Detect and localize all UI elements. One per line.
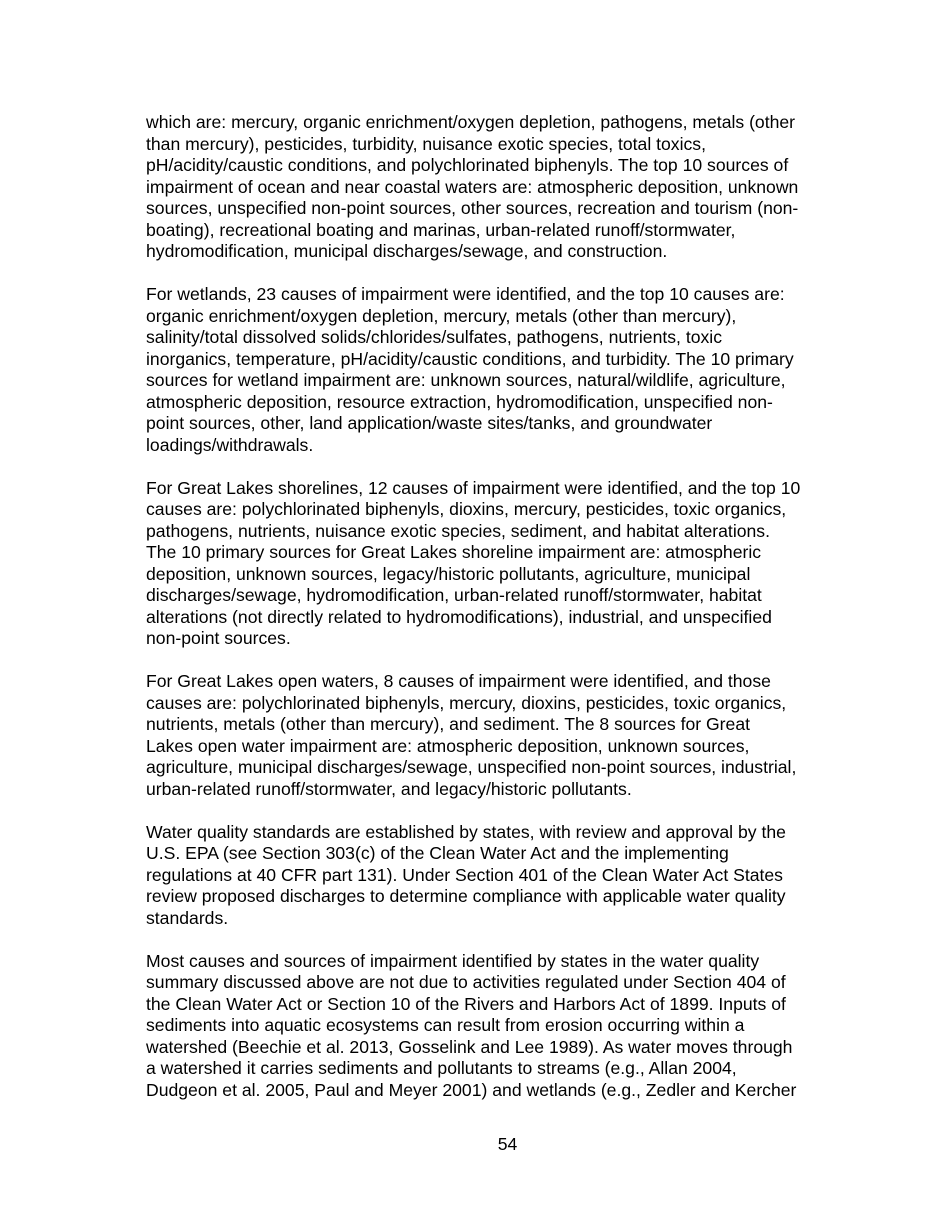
text-line: point sources, other, land application/waste sites/tanks, and groundwater bbox=[146, 413, 713, 433]
paragraph-causes-and-sources bbox=[146, 951, 846, 1102]
text-line: The 10 primary sources for Great Lakes shoreline impairment are: atmospheric bbox=[146, 542, 762, 562]
text-line: organic enrichment/oxygen depletion, mercury, metals (other than mercury), bbox=[146, 305, 737, 326]
text-line: Lakes open water impairment are: atmospheric deposition, unknown sources, bbox=[146, 735, 750, 756]
text-line: Water quality standards are established by states, with review and approval by the bbox=[146, 821, 786, 842]
paragraph-wetlands bbox=[146, 284, 846, 456]
text-line: regulations at 40 CFR part 131). Under Section 401 of the Clean Water Act States bbox=[146, 864, 783, 885]
text-line: causes are: polychlorinated biphenyls, mercury, dioxins, pesticides, toxic organics, bbox=[146, 692, 787, 713]
text-line: non-point sources. bbox=[146, 628, 291, 648]
paragraph-1 bbox=[146, 112, 846, 263]
text-line: deposition, unknown sources, legacy/historic pollutants, agriculture, municipal bbox=[146, 563, 751, 584]
document-body bbox=[146, 112, 846, 1123]
text-line: inorganics, temperature, pH/acidity/caustic conditions, and turbidity. The 10 primary bbox=[146, 348, 794, 369]
text-line: nutrients, metals (other than mercury), and sediment. The 8 sources for Great bbox=[146, 714, 750, 734]
text-line: hydromodification, municipal discharges/sewage, and construction. bbox=[146, 241, 668, 261]
text-line: the Clean Water Act or Section 10 of the Rivers and Harbors Act of 1899. Inputs of bbox=[146, 993, 786, 1014]
text-line: pH/acidity/caustic conditions, and polychlorinated biphenyls. The top 10 sources of bbox=[146, 155, 789, 175]
text-line: than mercury), pesticides, turbidity, nuisance exotic species, total toxics, bbox=[146, 133, 706, 154]
text-line: sediments into aquatic ecosystems can result from erosion occurring within a bbox=[146, 1015, 745, 1035]
text-line: alterations (not directly related to hydromodifications), industrial, and unspecified bbox=[146, 606, 772, 627]
paragraph-water-quality-standards bbox=[146, 822, 846, 930]
text-line: review proposed discharges to determine compliance with applicable water quality bbox=[146, 886, 786, 906]
paragraph-great-lakes-shorelines bbox=[146, 478, 846, 650]
text-line: standards. bbox=[146, 907, 229, 928]
paragraph-great-lakes-open-waters bbox=[146, 671, 846, 800]
text-line: impairment of ocean and near coastal waters are: atmospheric deposition, unknown bbox=[146, 176, 799, 197]
text-line: agriculture, municipal discharges/sewage, unspecified non-point sources, industrial, bbox=[146, 757, 797, 777]
text-line: For Great Lakes open waters, 8 causes of impairment were identified, and those bbox=[146, 671, 771, 691]
text-line: watershed (Beechie et al. 2013, Gosselink and Lee 1989). As water moves through bbox=[146, 1036, 793, 1057]
text-line: Most causes and sources of impairment identified by states in the water quality bbox=[146, 950, 760, 971]
text-line: summary discussed above are not due to activities regulated under Section 404 of bbox=[146, 972, 786, 992]
text-line: urban-related runoff/stormwater, and legacy/historic pollutants. bbox=[146, 778, 632, 799]
text-line: For wetlands, 23 causes of impairment were identified, and the top 10 causes are: bbox=[146, 284, 785, 304]
text-line: For Great Lakes shorelines, 12 causes of impairment were identified, and the top 10 bbox=[146, 477, 801, 498]
text-line: salinity/total dissolved solids/chlorides/sulfates, pathogens, nutrients, toxic bbox=[146, 327, 723, 347]
text-line: pathogens, nutrients, nuisance exotic species, sediment, and habitat alterations. bbox=[146, 520, 770, 541]
text-line: which are: mercury, organic enrichment/oxygen depletion, pathogens, metals (other bbox=[146, 112, 796, 132]
text-line: loadings/withdrawals. bbox=[146, 434, 314, 455]
text-line: sources, unspecified non-point sources, other sources, recreation and tourism (non- bbox=[146, 198, 799, 218]
text-line: boating), recreational boating and marinas, urban-related runoff/stormwater, bbox=[146, 219, 736, 240]
text-line: Dudgeon et al. 2005, Paul and Meyer 2001) and wetlands (e.g., Zedler and Kercher bbox=[146, 1079, 797, 1100]
text-line: atmospheric deposition, resource extraction, hydromodification, unspecified non- bbox=[146, 391, 773, 412]
text-line: discharges/sewage, hydromodification, urban-related runoff/stormwater, habitat bbox=[146, 585, 762, 605]
text-line: a watershed it carries sediments and pollutants to streams (e.g., Allan 2004, bbox=[146, 1058, 737, 1078]
text-line: U.S. EPA (see Section 303(c) of the Clean Water Act and the implementing bbox=[146, 843, 729, 863]
text-line: causes are: polychlorinated biphenyls, dioxins, mercury, pesticides, toxic organics, bbox=[146, 499, 787, 519]
text-line: sources for wetland impairment are: unknown sources, natural/wildlife, agriculture, bbox=[146, 370, 786, 390]
page-number: 54 bbox=[497, 1134, 518, 1154]
